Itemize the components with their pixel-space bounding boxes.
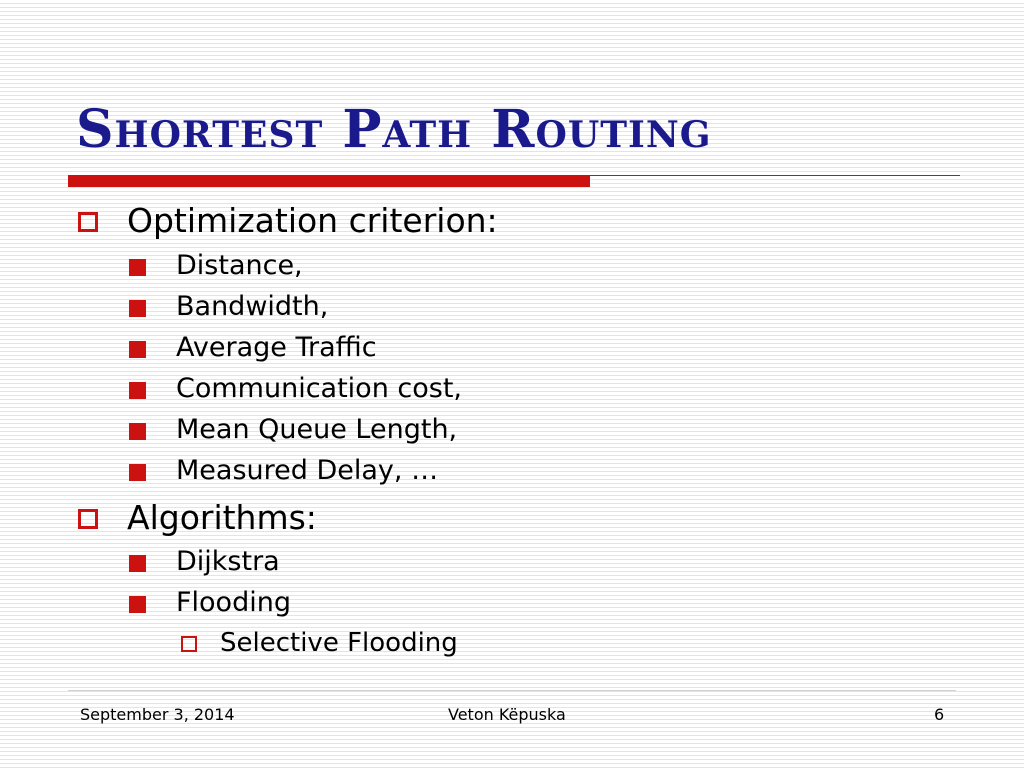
bullet-label: Algorithms: xyxy=(127,498,317,537)
hollow-square-bullet-icon xyxy=(78,212,98,232)
footer-date: September 3, 2014 xyxy=(80,705,235,724)
hollow-square-bullet-icon xyxy=(181,636,197,652)
sub-bullet-label: Communication cost, xyxy=(176,373,462,404)
title-underline-thick xyxy=(68,175,590,187)
sub-bullet-label: Average Traffic xyxy=(176,332,377,363)
hollow-square-bullet-icon xyxy=(78,509,98,529)
sub-bullet-label: Measured Delay, … xyxy=(176,455,439,486)
sub-bullet-label: Mean Queue Length, xyxy=(176,414,458,445)
bullet-label: Optimization criterion: xyxy=(127,201,498,240)
sub-bullet-label: Bandwidth, xyxy=(176,291,329,322)
filled-square-bullet-icon xyxy=(129,464,146,481)
slide-title: Shortest Path Routing xyxy=(76,99,712,160)
filled-square-bullet-icon xyxy=(129,341,146,358)
filled-square-bullet-icon xyxy=(129,259,146,276)
filled-square-bullet-icon xyxy=(129,596,146,613)
sub-bullet-label: Flooding xyxy=(176,587,291,618)
filled-square-bullet-icon xyxy=(129,555,146,572)
sub-bullet-label: Dijkstra xyxy=(176,546,280,577)
footer-author: Veton Këpuska xyxy=(448,705,566,724)
filled-square-bullet-icon xyxy=(129,300,146,317)
sub-bullet-label: Distance, xyxy=(176,250,303,281)
title-underline-thin xyxy=(590,175,960,176)
sub-sub-bullet-label: Selective Flooding xyxy=(220,628,458,658)
filled-square-bullet-icon xyxy=(129,423,146,440)
footer-page-number: 6 xyxy=(934,705,945,724)
filled-square-bullet-icon xyxy=(129,382,146,399)
footer-divider xyxy=(68,690,956,691)
